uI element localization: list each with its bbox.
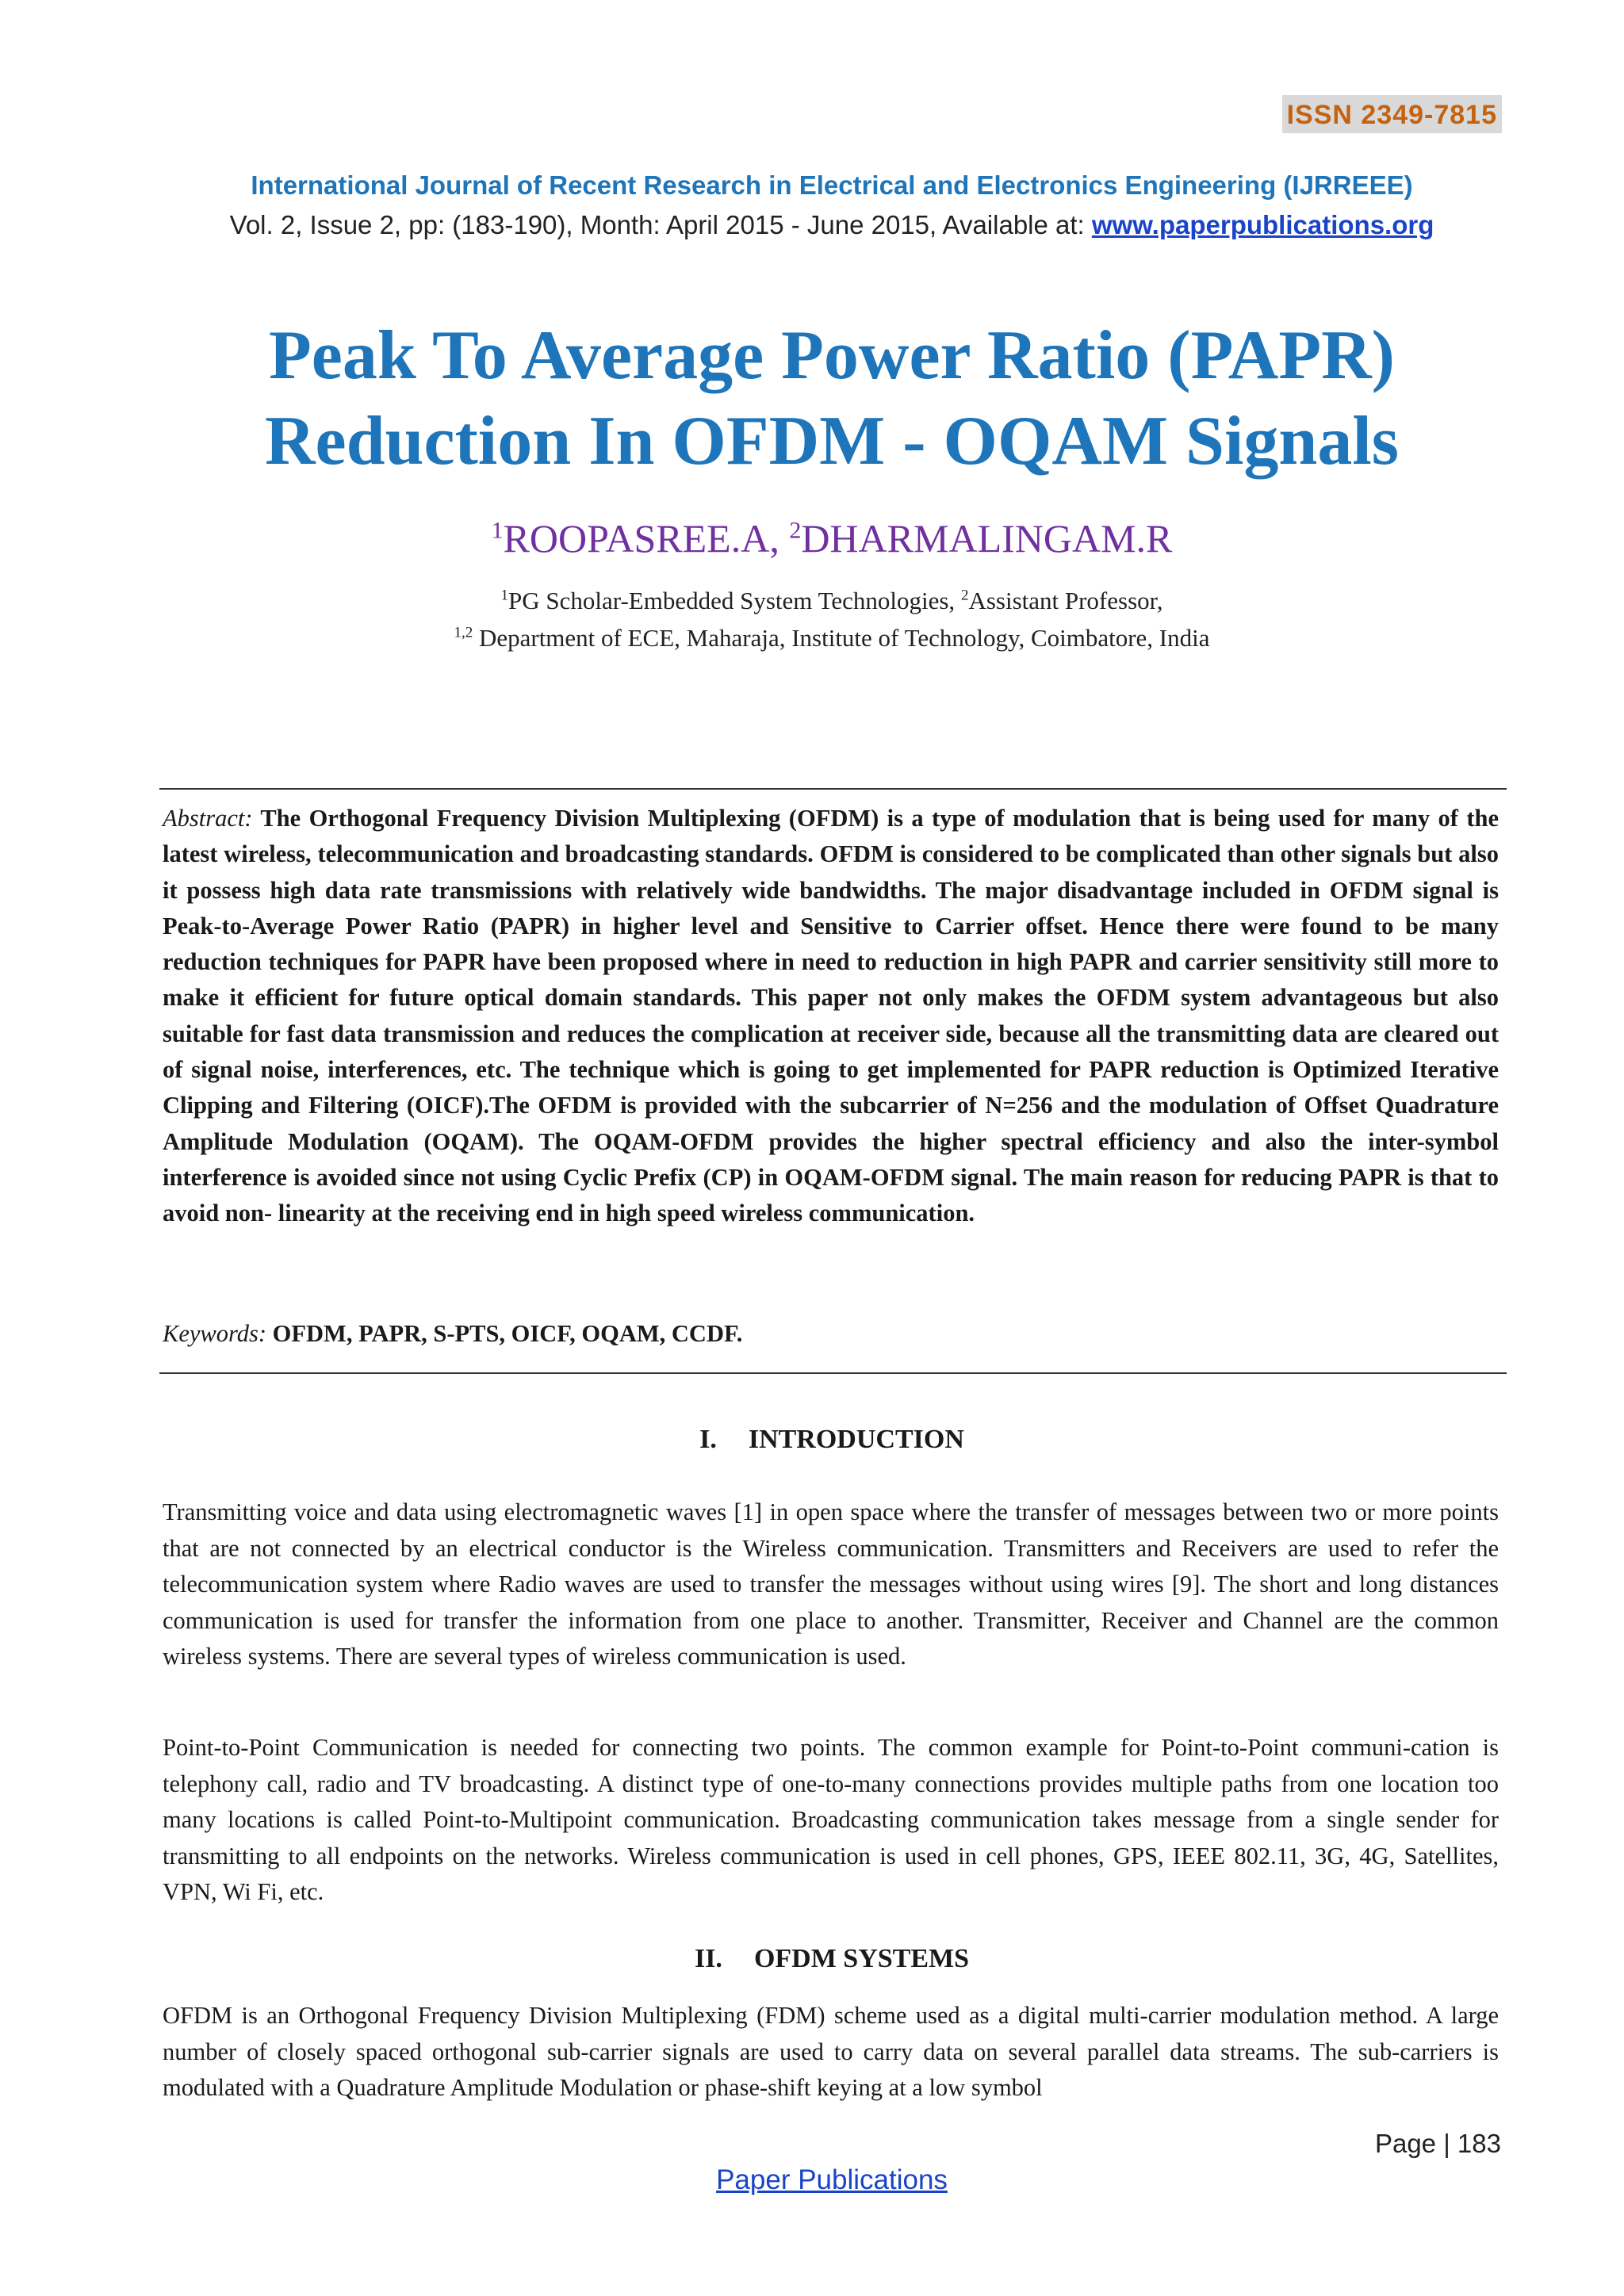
section-2-number: II. [694,1944,722,1973]
title-line-1: Peak To Average Power Ratio (PAPR) [269,317,1395,394]
website-link[interactable]: www.paperpublications.org [1091,210,1434,239]
affil-marker-12: 1,2 [454,624,473,641]
author-2: DHARMALINGAM.R [801,516,1173,561]
author-2-marker: 2 [789,517,802,544]
affil-marker-2: 2 [960,587,969,604]
section-1-title: INTRODUCTION [748,1425,964,1454]
section-2-title: OFDM SYSTEMS [753,1944,970,1973]
page-number: Page | 183 [1374,2129,1501,2158]
section-heading-introduction [0,1425,1624,1455]
affil-marker-1: 1 [500,587,509,604]
volume-text: Vol. 2, Issue 2, pp: (183-190), Month: April 2015 - June 2015, Available at: [229,210,1092,239]
keywords-text: OFDM, PAPR, S-PTS, OICF, OQAM, CCDF. [266,1320,743,1347]
abstract-label: Abstract: [163,805,253,832]
affiliation-line-1 [0,587,1624,615]
paper-title [0,313,1624,484]
volume-line [0,210,1624,240]
abstract-bottom-rule [159,1372,1507,1374]
issn-label: ISSN 2349-7815 [1282,95,1502,133]
affiliation-line-2 [0,624,1624,652]
keywords [163,1320,1499,1348]
affil-role-1: PG Scholar-Embedded System Technologies, [508,587,961,614]
section-heading-ofdm [0,1944,1624,1974]
abstract-top-rule [159,788,1507,790]
ofdm-paragraph-1: OFDM is an Orthogonal Frequency Division Multiplexing (FDM) scheme used as a digital multi-carrier modulation method. A large number of closely spaced orthogonal sub-carrier signals are used to carry data on several parallel data streams. The sub-carriers is modulated with a Quadrature Amplitude Modulation or phase-shift keying at a low symbol [163,2002,1499,2101]
journal-name: International Journal of Recent Research in Electrical and Electronics Engineering (IJRREEE) [251,170,1413,200]
intro-paragraph-1: Transmitting voice and data using electromagnetic waves [1] in open space where the transfer of messages between two or more points that are not connected by an electrical conductor is the Wireless communication. Transmitters and Receivers are used to refer the telecommunication system where Radio waves are used to transfer the messages without using wires [9]. The short and long distances communication is used for transfer the information from one place to another. Transmitter, Receiver and Channel are the common wireless systems. There are several types of wireless communication is used. [163,1498,1499,1670]
title-line-2: Reduction In OFDM - OQAM Signals [264,403,1400,480]
abstract-text: The Orthogonal Frequency Division Multiplexing (OFDM) is a type of modulation that is being used for many of the latest wireless, telecommunication and broadcasting standards. OFDM is considered to be complicated than other signals but also it possess high data rate transmissions with relatively wide bandwidths. The major disadvantage included in OFDM signal is Peak-to-Average Power Ratio (PAPR) in higher level and Sensitive to Carrier offset. Hence there were found to be many reduction techniques for PAPR have been proposed where in need to reduction in high PAPR and carrier sensitivity still more to make it efficient for future optical domain standards. This paper not only makes the OFDM system advantageous but also suitable for fast data transmission and reduces the complication at receiver side, because all the transmitting data are cleared out of signal noise, interferences, etc. The technique which is going to get implemented for PAPR reduction is Optimized Iterative Clipping and Filtering (OICF).The OFDM is provided with the subcarrier of N=256 and the modulation of Offset Quadrature Amplitude Modulation (OQAM). The OQAM-OFDM provides the higher spectral efficiency and also the inter-symbol interference is avoided since not using Cyclic Prefix (CP) in OQAM-OFDM signal. The main reason for reducing PAPR is that to avoid non- linearity at the receiving end in high speed wireless communication. [163,805,1499,1227]
intro-paragraph-2: Point-to-Point Communication is needed for connecting two points. The common example for Point-to-Point communi-cation is telephony call, radio and TV broadcasting. A distinct type of one-to-many connections provides multiple paths from one location too many locations is called Point-to-Multipoint communication. Broadcasting communication takes message from a single sender for transmitting to all endpoints on the networks. Wireless communication is used in cell phones, GPS, IEEE 802.11, 3G, 4G, Satellites, VPN, Wi Fi, etc. [163,1734,1499,1905]
authors [0,515,1624,561]
affil-role-2: Assistant Professor, [968,587,1163,614]
affil-department: Department of ECE, Maharaja, Institute of Technology, Coimbatore, India [473,624,1210,652]
author-1: ROOPASREE.A, [503,516,790,561]
section-1-number: I. [699,1425,717,1454]
abstract [163,801,1499,1232]
author-1-marker: 1 [491,517,504,544]
keywords-label: Keywords: [163,1320,267,1347]
publisher-link[interactable]: Paper Publications [716,2164,948,2195]
